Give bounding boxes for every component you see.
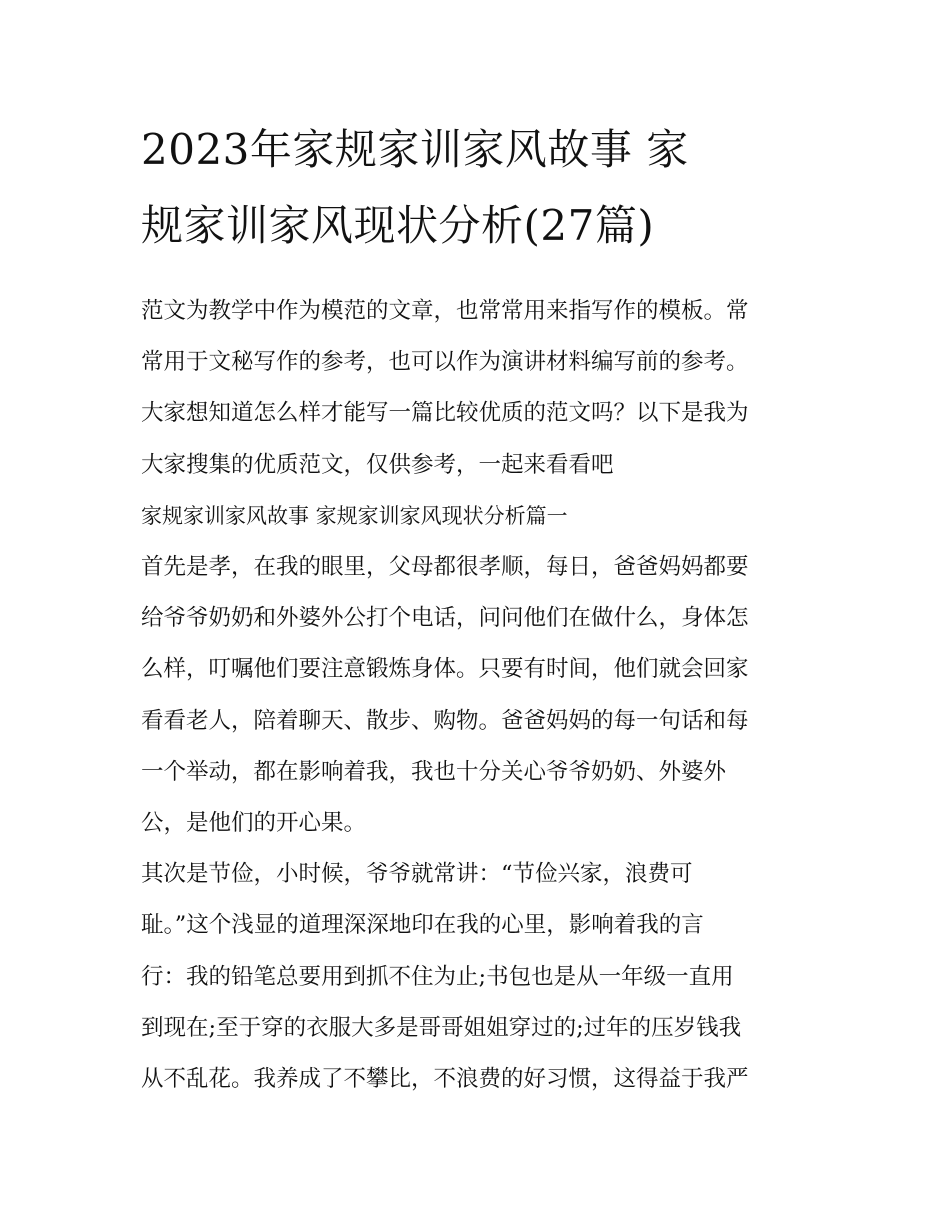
intro-line-3: 大家想知道怎么样才能写一篇比较优质的范文吗？以下是我为 <box>141 400 749 427</box>
paragraph2-line-5: 从不乱花。我养成了不攀比，不浪费的好习惯，这得益于我严 <box>141 1066 749 1093</box>
paragraph2-line-2: 耻。”这个浅显的道理深深地印在我的心里，影响着我的言 <box>141 912 704 939</box>
body-paragraph-1 <box>141 542 821 849</box>
paragraph1-line-3: 么样，叮嘱他们要注意锻炼身体。只要有时间，他们就会回家 <box>141 656 749 683</box>
section-heading: 家规家训家风故事 家规家训家风现状分析篇一 <box>141 503 568 528</box>
paragraph1-line-6: 公，是他们的开心果。 <box>141 810 367 837</box>
document-title <box>141 112 821 264</box>
paragraph2-line-3: 行：我的铅笔总要用到抓不住为止;书包也是从一年级一直用 <box>141 963 734 990</box>
title-line-1: 2023年家规家训家风故事 家 <box>141 125 689 174</box>
paragraph2-line-1: 其次是节俭，小时候，爷爷就常讲：“节俭兴家，浪费可 <box>141 861 693 888</box>
paragraph1-line-5: 一个举动，都在影响着我，我也十分关心爷爷奶奶、外婆外 <box>141 758 727 785</box>
paragraph2-line-4: 到现在;至于穿的衣服大多是哥哥姐姐穿过的;过年的压岁钱我 <box>141 1014 742 1041</box>
paragraph1-line-4: 看看老人，陪着聊天、散步、购物。爸爸妈妈的每一句话和每 <box>141 707 749 734</box>
paragraph1-line-1: 首先是孝，在我的眼里，父母都很孝顺，每日，爸爸妈妈都要 <box>141 554 749 581</box>
intro-line-4: 大家搜集的优质范文，仅供参考，一起来看看吧 <box>141 451 614 478</box>
body-paragraph-2 <box>141 849 821 1105</box>
intro-paragraph <box>141 286 821 491</box>
intro-line-1: 范文为教学中作为模范的文章，也常常用来指写作的模板。常 <box>141 298 749 324</box>
intro-line-2: 常用于文秘写作的参考，也可以作为演讲材料编写前的参考。 <box>141 349 749 376</box>
document-body <box>141 112 821 1105</box>
title-line-2: 规家训家风现状分析(27篇) <box>141 201 655 250</box>
paragraph1-line-2: 给爷爷奶奶和外婆外公打个电话，问问他们在做什么，身体怎 <box>141 605 749 632</box>
